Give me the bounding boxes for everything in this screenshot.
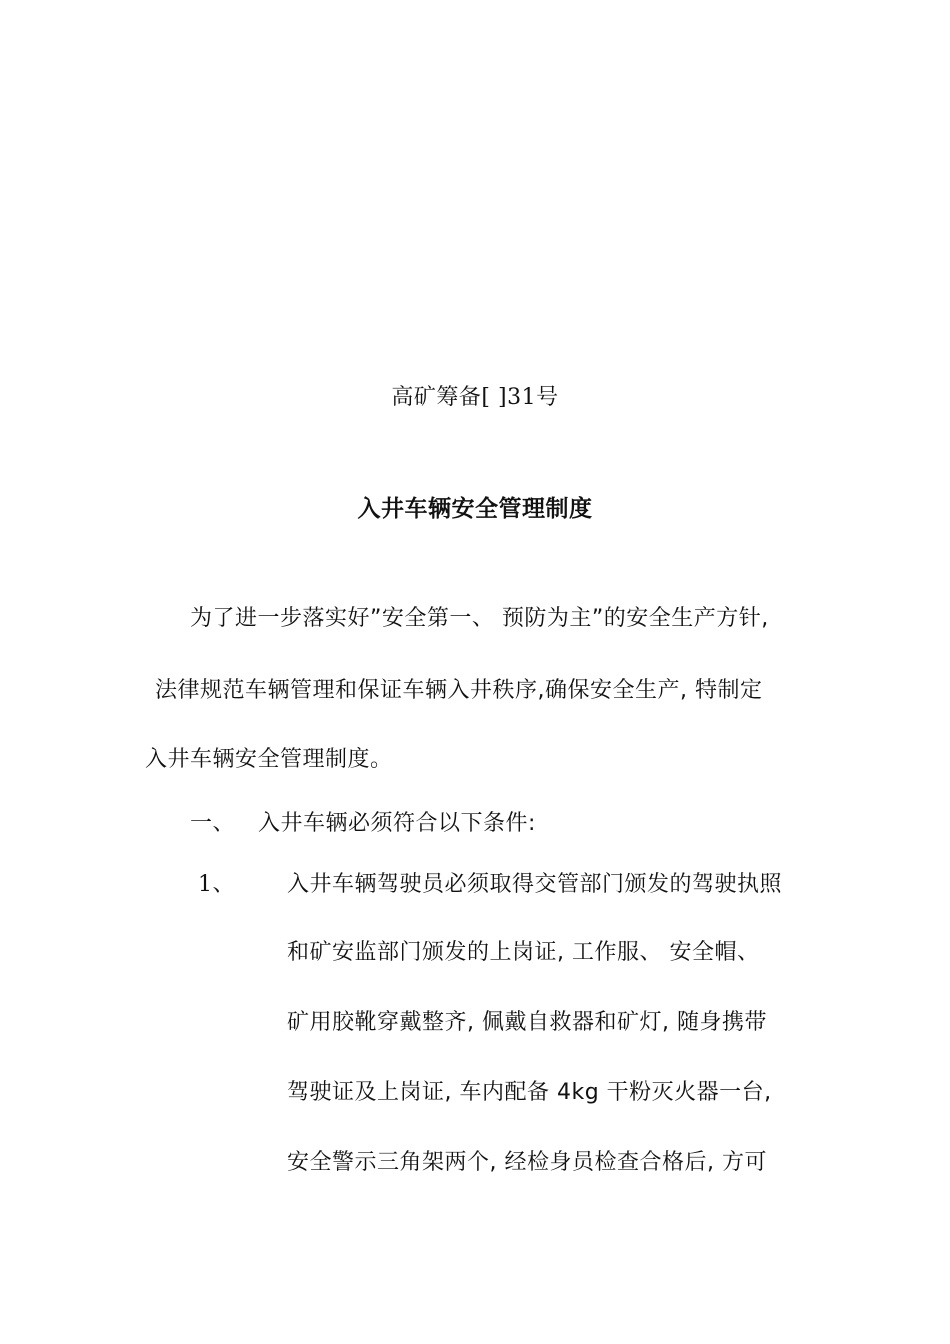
item-text-line: 矿用胶靴穿戴整齐, 佩戴自救器和矿灯, 随身携带 <box>287 1010 767 1035</box>
paragraph-line: 法律规范车辆管理和保证车辆入井秩序,确保安全生产, 特制定 <box>155 678 763 703</box>
document-title: 入井车辆安全管理制度 <box>357 496 593 522</box>
item-number: 1、 <box>198 872 235 897</box>
item-text-line: 安全警示三角架两个, 经检身员检查合格后, 方可 <box>287 1150 767 1175</box>
item-text-line: 入井车辆驾驶员必须取得交管部门颁发的驾驶执照 <box>287 872 783 897</box>
section-number: 一、 <box>190 811 236 836</box>
item-text-line: 和矿安监部门颁发的上岗证, 工作服、 安全帽、 <box>287 940 760 965</box>
section-title: 入井车辆必须符合以下条件: <box>258 811 536 836</box>
paragraph-line: 为了进一步落实好”安全第一、 预防为主”的安全生产方针, <box>190 606 769 631</box>
paragraph-line: 入井车辆安全管理制度。 <box>145 747 393 772</box>
document-number: 高矿筹备[ ]31号 <box>391 385 559 410</box>
item-text-line: 驾驶证及上岗证, 车内配备 4kg 干粉灭火器一台, <box>287 1080 772 1105</box>
